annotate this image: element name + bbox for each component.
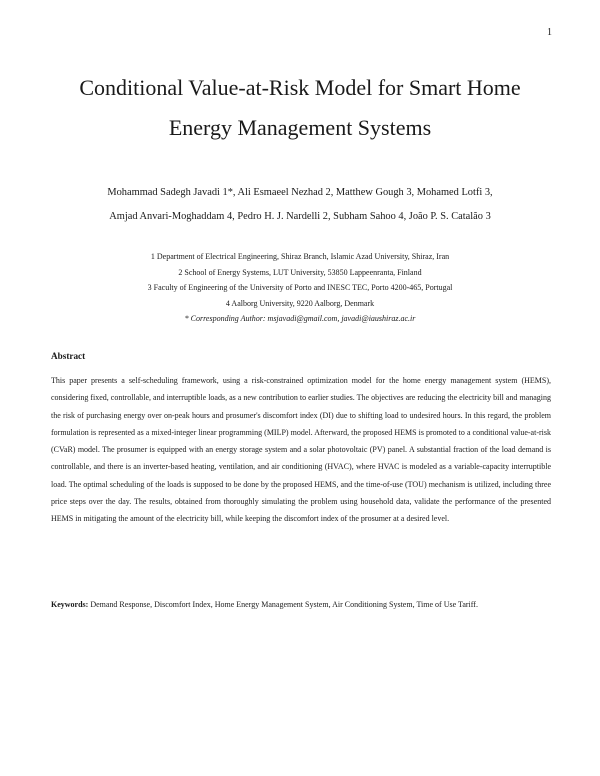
author-line-2: Amjad Anvari-Moghaddam 4, Pedro H. J. Nardelli 2, Subham Sahoo 4, João P. S. Catalão 3 — [109, 211, 491, 222]
affiliation-list — [40, 249, 560, 327]
paper-title-line-2: Energy Management Systems — [168, 115, 432, 140]
keywords-label: Keywords: — [51, 600, 89, 609]
affiliation-item: 1 Department of Electrical Engineering, Shiraz Branch, Islamic Azad University, Shiraz, Iran — [150, 252, 450, 261]
keywords-text: Demand Response, Discomfort Index, Home Energy Management System, Air Conditioning System, Time of Use Tariff. — [88, 600, 478, 609]
affiliation-item: 3 Faculty of Engineering of the University of Porto and INESC TEC, Porto 4200-465, Portugal — [147, 283, 453, 293]
abstract-body: This paper presents a self-scheduling framework, using a risk-constrained optimization model for the home energy management system (HEMS), considering fixed, controllable, and interruptible loads, as a new contribution to earlier studies. The objectives are reducing the electricity bill and managing the risk of purchasing energy over on-peak hours and prosumer's discomfort index (DI) due to shifting load to undesired hours. In this regard, the problem formulation is represented as a mixed-integer linear programming (MILP) model. Afterward, the proposed HEMS is promoted to a conditional value-at-risk (CVaR) model. The prosumer is equipped with an energy storage system and a solar photovoltaic (PV) panel. A substantial fraction of the load demand is controllable, and there is an inverter-based heating, ventilation, and air conditioning (HVAC), where HVAC is modeled as a variable-capacity interruptible load. The optimal scheduling of the loads is supposed to be done by the proposed HEMS, and the time-of-use (TOU) mechanism is utilized, including three price steps over the day. The results, obtained from thoroughly simulating the problem using household data, validate the performance of the presented HEMS in mitigating the amount of the electricity bill, while keeping the discomfort index of the prosumer at a desired level. — [51, 376, 551, 524]
author-list — [40, 181, 560, 229]
paper-title — [40, 68, 560, 148]
affiliation-item: 2 School of Energy Systems, LUT University, 53850 Lappeenranta, Finland — [178, 267, 422, 277]
affiliation-item: 4 Aalborg University, 9220 Aalborg, Denmark — [225, 298, 375, 308]
page-number: 1 — [547, 27, 552, 38]
abstract-heading: Abstract — [51, 351, 86, 361]
author-line-1: Mohammad Sadegh Javadi 1*, Ali Esmaeel Nezhad 2, Matthew Gough 3, Mohamed Lotfi 3, — [107, 187, 493, 198]
paper-title-line-1: Conditional Value-at-Risk Model for Smart Home — [79, 75, 521, 100]
corresponding-author: * Corresponding Author: msjavadi@gmail.com, javadi@iaushiraz.ac.ir — [184, 314, 416, 324]
keywords — [51, 598, 551, 612]
